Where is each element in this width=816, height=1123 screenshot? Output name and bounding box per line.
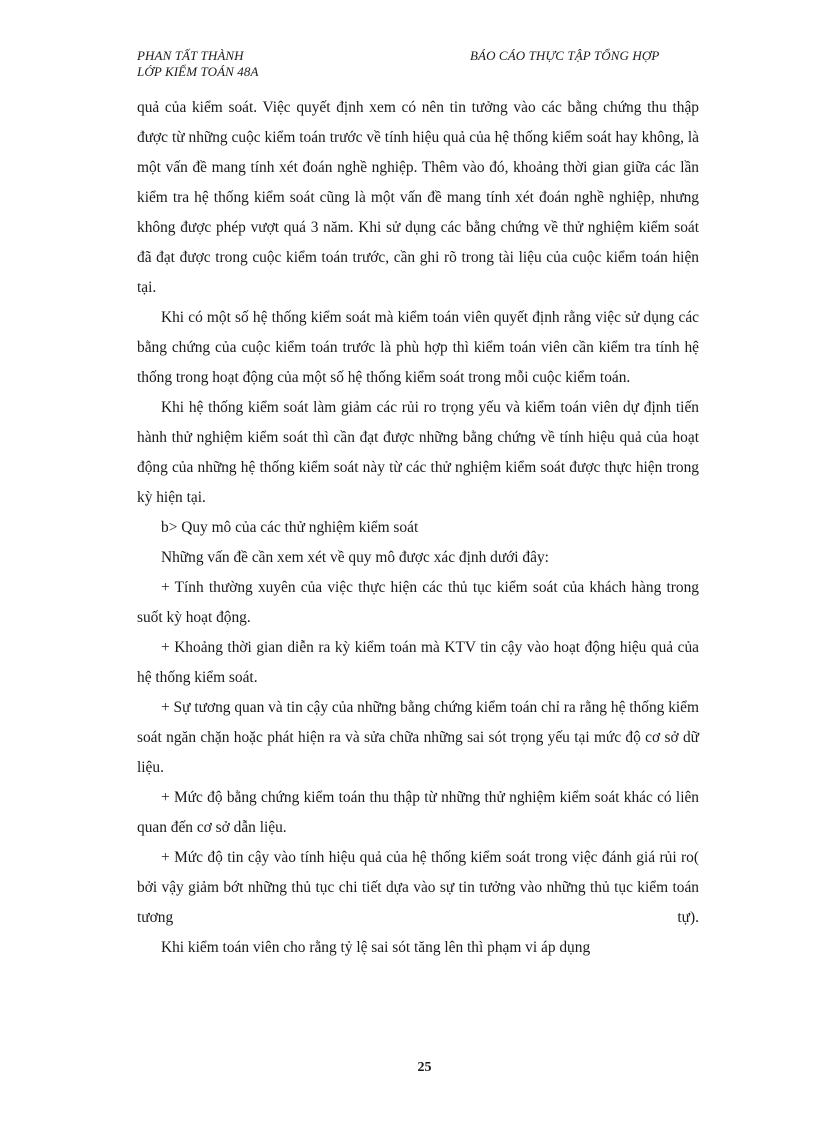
- paragraph: quả của kiểm soát. Việc quyết định xem có nên tin tưởng vào các bằng chứng thu thập được từ những cuộc kiểm toán trước về tính hiệu quả của hệ thống kiểm soát hay không, là một vấn đề mang tính xét đoán nghề nghiệp. Thêm vào đó, khoảng thời gian giữa các lần kiểm tra hệ thống kiểm soát cũng là một vấn đề mang tính xét đoán nghề nghiệp, nhưng không được phép vượt quá 3 năm. Khi sử dụng các bằng chứng về thử nghiệm kiểm soát đã đạt được trong cuộc kiểm toán trước, cần ghi rõ trong tài liệu của cuộc kiểm toán hiện tại.: [137, 99, 699, 296]
- list-item: + Sự tương quan và tin cậy của những bằng chứng kiểm toán chỉ ra rằng hệ thống kiểm soát ngăn chặn hoặc phát hiện ra và sửa chữa những sai sót trọng yếu tại mức độ cơ sở dữ liệu.: [137, 699, 699, 776]
- paragraph: Khi kiểm toán viên cho rằng tỷ lệ sai sót tăng lên thì phạm vi áp dụng: [161, 939, 591, 956]
- page-header-left: [137, 48, 258, 80]
- class-name: LỚP KIỂM TOÁN 48A: [137, 64, 259, 79]
- paragraph: Khi hệ thống kiểm soát làm giảm các rủi ro trọng yếu và kiểm toán viên dự định tiến hành thử nghiệm kiểm soát thì cần đạt được những bằng chứng về tính hiệu quả của hoạt động của những hệ thống kiểm soát này từ các thử nghiệm kiểm soát được thực hiện trong kỳ hiện tại.: [137, 399, 699, 506]
- section-heading: b> Quy mô của các thử nghiệm kiểm soát: [161, 519, 419, 536]
- list-item: + Khoảng thời gian diễn ra kỳ kiểm toán mà KTV tin cậy vào hoạt động hiệu quả của hệ thống kiểm soát.: [137, 639, 699, 686]
- list-item: + Mức độ bằng chứng kiểm toán thu thập từ những thử nghiệm kiểm soát khác có liên quan đến cơ sở dẫn liệu.: [137, 789, 699, 836]
- page-number: 25: [417, 1060, 432, 1075]
- report-title: BÁO CÁO THỰC TẬP TỔNG HỢP: [470, 48, 660, 63]
- paragraph: Những vấn đề cần xem xét về quy mô được xác định dưới đây:: [161, 549, 549, 566]
- paragraph: Khi có một số hệ thống kiểm soát mà kiểm toán viên quyết định rằng việc sử dụng các bằng chứng của cuộc kiểm toán trước là phù hợp thì kiểm toán viên cần kiểm tra tính hệ thống trong hoạt động của một số hệ thống kiểm soát trong mỗi cuộc kiểm toán.: [137, 309, 699, 386]
- list-item: + Tính thường xuyên của việc thực hiện các thủ tục kiểm soát của khách hàng trong suốt kỳ hoạt động.: [137, 579, 699, 626]
- document-body: [137, 93, 699, 963]
- author-name: PHAN TẤT THÀNH: [137, 48, 244, 63]
- list-item: + Mức độ tin cậy vào tính hiệu quả của hệ thống kiểm soát trong việc đánh giá rủi ro( bởi vậy giảm bớt những thủ tục chi tiết dựa vào sự tin tưởng vào những thủ tục kiểm toán tương tự).: [137, 849, 699, 926]
